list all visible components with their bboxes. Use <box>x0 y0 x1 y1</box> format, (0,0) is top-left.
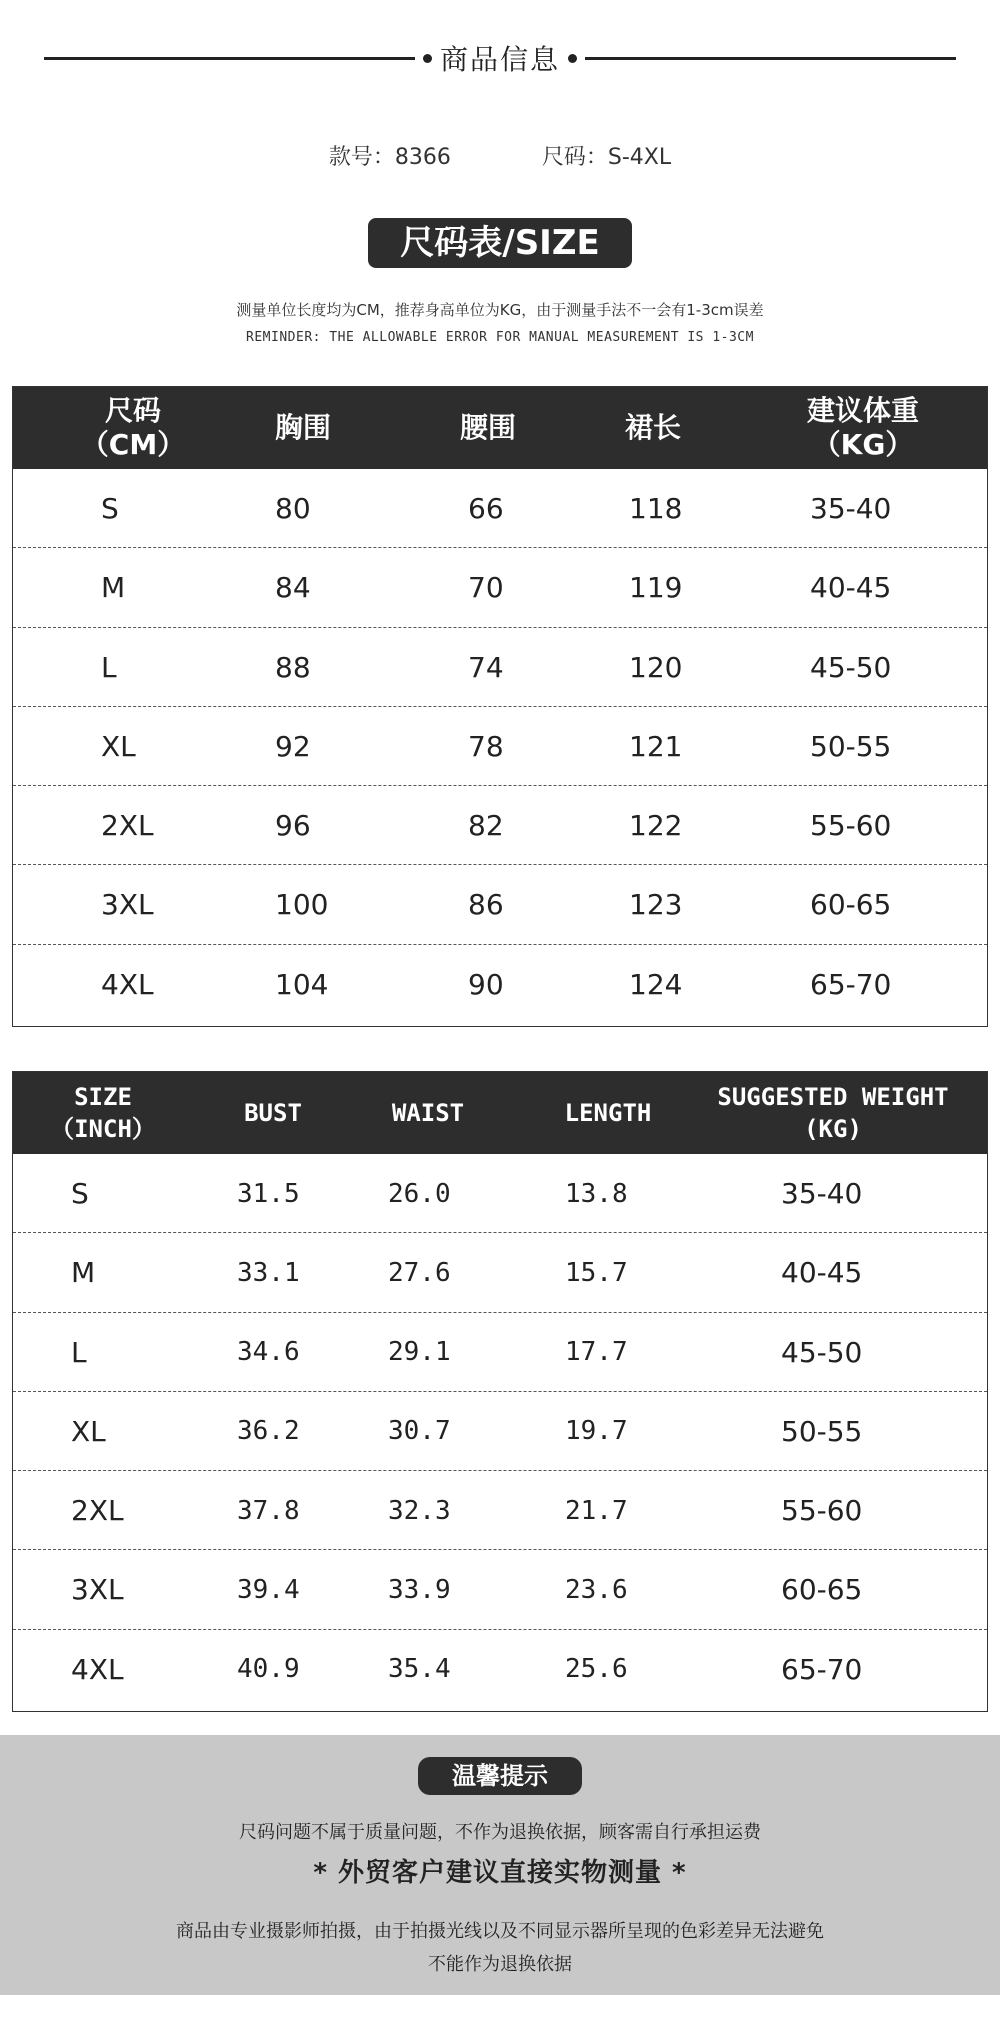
table-row <box>13 945 987 1024</box>
table-cell: 15.7 <box>565 1257 628 1288</box>
table-cell: 33.1 <box>237 1257 300 1288</box>
table-cell: 4XL <box>71 1652 124 1686</box>
table-cell: 119 <box>629 571 683 605</box>
divider-left <box>44 57 415 60</box>
header-size: SIZE （INCH） <box>50 1083 156 1143</box>
table-cell: 74 <box>468 650 504 684</box>
section-title-bar <box>44 30 956 86</box>
table-cell: S <box>101 492 119 525</box>
table-row <box>13 786 987 865</box>
table-row <box>13 1233 987 1312</box>
table-cell: 65-70 <box>781 1652 863 1686</box>
table-cell: 32.3 <box>388 1495 451 1526</box>
table-row <box>13 1154 987 1233</box>
table-cell: 40-45 <box>810 571 892 605</box>
table-cell: 3XL <box>71 1573 124 1607</box>
table-cell: L <box>101 650 117 684</box>
table-cell: XL <box>71 1414 106 1448</box>
table-cell: 19.7 <box>565 1416 628 1447</box>
table-cell: 39.4 <box>237 1574 300 1605</box>
table-cell: 25.6 <box>565 1654 628 1685</box>
table-cell: M <box>101 571 126 605</box>
table-row <box>13 1471 987 1550</box>
table-cell: 90 <box>468 967 504 1001</box>
table-cell: 23.6 <box>565 1574 628 1605</box>
table-cell: 122 <box>629 809 683 843</box>
table-cell: 17.7 <box>565 1337 628 1368</box>
table-cell: 60-65 <box>810 888 892 922</box>
table-cell: 82 <box>468 809 504 843</box>
table-cell: 40.9 <box>237 1654 300 1685</box>
table-cell: 35.4 <box>388 1654 451 1685</box>
tip-line-4: 不能作为退换依据 <box>428 1954 572 1975</box>
table-cell: 55-60 <box>781 1494 863 1528</box>
table-body <box>13 469 987 1024</box>
table-cell: 66 <box>468 492 504 525</box>
table-cell: 2XL <box>71 1494 124 1528</box>
model-number: 款号：8366 <box>328 145 451 170</box>
bullet-dot-left <box>423 54 432 63</box>
table-cell: 2XL <box>101 809 154 843</box>
table-cell: S <box>71 1177 89 1210</box>
table-cell: 60-65 <box>781 1573 863 1607</box>
header-length: 裙长 <box>624 411 681 444</box>
table-cell: XL <box>101 729 136 763</box>
table-cell: 45-50 <box>810 650 892 684</box>
table-cell: 21.7 <box>565 1495 628 1526</box>
header-length: LENGTH <box>564 1099 652 1127</box>
header-waist: WAIST <box>391 1099 465 1127</box>
table-cell: 124 <box>629 967 683 1001</box>
size-table-inch <box>12 1071 988 1712</box>
table-cell: 55-60 <box>810 809 892 843</box>
table-cell: 30.7 <box>388 1416 451 1447</box>
table-cell: M <box>71 1256 96 1290</box>
header-waist: 腰围 <box>459 411 516 444</box>
table-cell: 86 <box>468 888 504 922</box>
table-cell: 37.8 <box>237 1495 300 1526</box>
header-size: 尺码 （CM） <box>80 394 186 461</box>
tips-badge: 温馨提示 <box>418 1757 582 1795</box>
table-cell: 84 <box>275 571 311 605</box>
table-cell: 70 <box>468 571 504 605</box>
measurement-note-en: REMINDER: THE ALLOWABLE ERROR FOR MANUAL MEASUREMENT IS 1-3CM <box>246 330 754 345</box>
table-cell: 100 <box>275 888 329 922</box>
table-cell: 88 <box>275 650 311 684</box>
tip-line-3: 商品由专业摄影师拍摄，由于拍摄光线以及不同显示器所呈现的色彩差异无法避免 <box>176 1921 824 1942</box>
table-row <box>13 1550 987 1629</box>
table-row <box>13 865 987 944</box>
tip-line-1: 尺码问题不属于质量问题，不作为退换依据，顾客需自行承担运费 <box>239 1822 761 1843</box>
table-cell: 78 <box>468 729 504 763</box>
divider-right <box>585 57 956 60</box>
table-row <box>13 628 987 707</box>
table-cell: 50-55 <box>781 1414 863 1448</box>
table-cell: 80 <box>275 492 311 525</box>
table-cell: 104 <box>275 967 329 1001</box>
product-info <box>0 140 1000 171</box>
header-bust: BUST <box>244 1099 302 1127</box>
size-table-cm <box>12 386 988 1027</box>
table-cell: 118 <box>629 492 683 525</box>
header-bust: 胸围 <box>274 411 331 444</box>
header-weight: SUGGESTED WEIGHT (KG) <box>717 1083 949 1143</box>
measurement-note-cn: 测量单位长度均为CM，推荐身高单位为KG，由于测量手法不一会有1-3cm误差 <box>236 301 764 319</box>
table-cell: 33.9 <box>388 1574 451 1605</box>
table-cell: 50-55 <box>810 729 892 763</box>
table-cell: 65-70 <box>810 967 892 1001</box>
table-cell: 4XL <box>101 967 154 1001</box>
table-cell: 3XL <box>101 888 154 922</box>
table-cell: 40-45 <box>781 1256 863 1290</box>
table-body <box>13 1154 987 1709</box>
table-cell: 45-50 <box>781 1335 863 1369</box>
table-cell: 120 <box>629 650 683 684</box>
tip-line-2: * 外贸客户建议直接实物测量 * <box>313 1858 687 1888</box>
table-header <box>13 1072 987 1154</box>
section-title: 商品信息 <box>440 43 561 76</box>
bullet-dot-right <box>568 54 577 63</box>
table-cell: 92 <box>275 729 311 763</box>
table-cell: 121 <box>629 729 683 763</box>
table-cell: 34.6 <box>237 1337 300 1368</box>
size-range: 尺码：S-4XL <box>541 145 672 170</box>
table-cell: 96 <box>275 809 311 843</box>
table-cell: 35-40 <box>810 492 892 525</box>
header-weight: 建议体重 （KG） <box>806 394 919 461</box>
table-cell: 27.6 <box>388 1257 451 1288</box>
table-cell: L <box>71 1335 87 1369</box>
table-row <box>13 469 987 548</box>
table-cell: 35-40 <box>781 1177 863 1210</box>
table-row <box>13 548 987 627</box>
table-row <box>13 1392 987 1471</box>
table-row <box>13 1313 987 1392</box>
table-cell: 13.8 <box>565 1178 628 1209</box>
table-header <box>13 387 987 469</box>
table-cell: 36.2 <box>237 1416 300 1447</box>
table-row <box>13 1630 987 1709</box>
table-cell: 31.5 <box>237 1178 300 1209</box>
table-row <box>13 707 987 786</box>
table-cell: 29.1 <box>388 1337 451 1368</box>
size-chart-badge: 尺码表/SIZE <box>368 218 632 268</box>
table-cell: 123 <box>629 888 683 922</box>
table-cell: 26.0 <box>388 1178 451 1209</box>
